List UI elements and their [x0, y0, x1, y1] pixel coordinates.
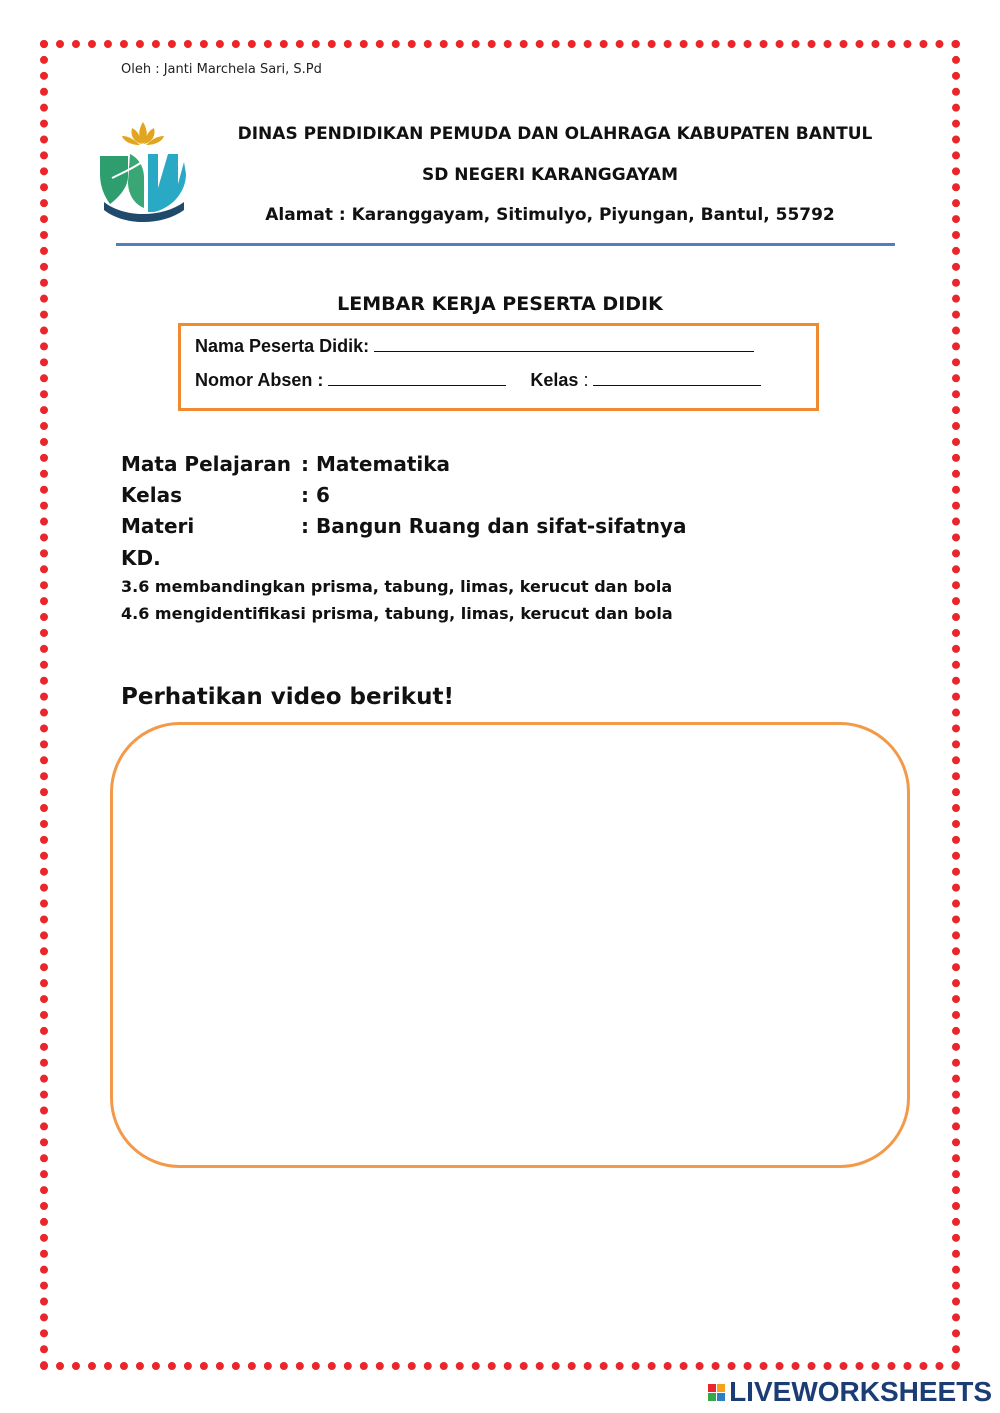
material-value: : Bangun Ruang dan sifat-sifatnya	[301, 514, 687, 538]
absen-field[interactable]	[328, 371, 506, 386]
absen-kelas-row	[195, 370, 761, 391]
name-row	[195, 336, 754, 357]
kd-item: 3.6 membandingkan prisma, tabung, limas, kerucut dan bola	[121, 577, 673, 596]
liveworksheets-watermark	[708, 1377, 992, 1407]
absen-label: Nomor Absen :	[195, 370, 324, 390]
kelas-label: Kelas	[530, 370, 579, 390]
lotus-icon	[122, 122, 164, 145]
video-section-title: Perhatikan video berikut!	[121, 684, 454, 710]
kd-label: KD.	[121, 546, 161, 570]
kelas-colon: :	[583, 370, 589, 390]
subject-value: : Matematika	[301, 452, 451, 476]
kd-item: 4.6 mengidentifikasi prisma, tabung, limas, kerucut dan bola	[121, 604, 673, 623]
header-divider	[116, 243, 895, 246]
liveworksheets-logo-icon	[708, 1384, 725, 1401]
kelas-field[interactable]	[593, 371, 761, 386]
header-agency: DINAS PENDIDIKAN PEMUDA DAN OLAHRAGA KABUPATEN BANTUL	[237, 124, 873, 144]
worksheet-title: LEMBAR KERJA PESERTA DIDIK	[337, 293, 663, 315]
class-row	[121, 483, 330, 507]
video-frame[interactable]	[110, 722, 910, 1168]
subject-label: Mata Pelajaran	[121, 452, 291, 476]
watermark-text: LIVEWORKSHEETS	[729, 1376, 992, 1407]
school-logo	[98, 118, 188, 228]
material-label: Materi	[121, 514, 195, 538]
class-value: : 6	[301, 483, 330, 507]
author-credit: Oleh : Janti Marchela Sari, S.Pd	[121, 62, 322, 77]
subject-row	[121, 452, 451, 476]
name-field[interactable]	[374, 337, 754, 352]
student-identity-box	[178, 323, 819, 411]
material-row	[121, 514, 687, 538]
header-address: Alamat : Karanggayam, Sitimulyo, Piyungan, Bantul, 55792	[265, 205, 835, 225]
class-label: Kelas	[121, 483, 182, 507]
header-school: SD NEGERI KARANGGAYAM	[421, 165, 678, 185]
name-label: Nama Peserta Didik:	[195, 336, 370, 356]
